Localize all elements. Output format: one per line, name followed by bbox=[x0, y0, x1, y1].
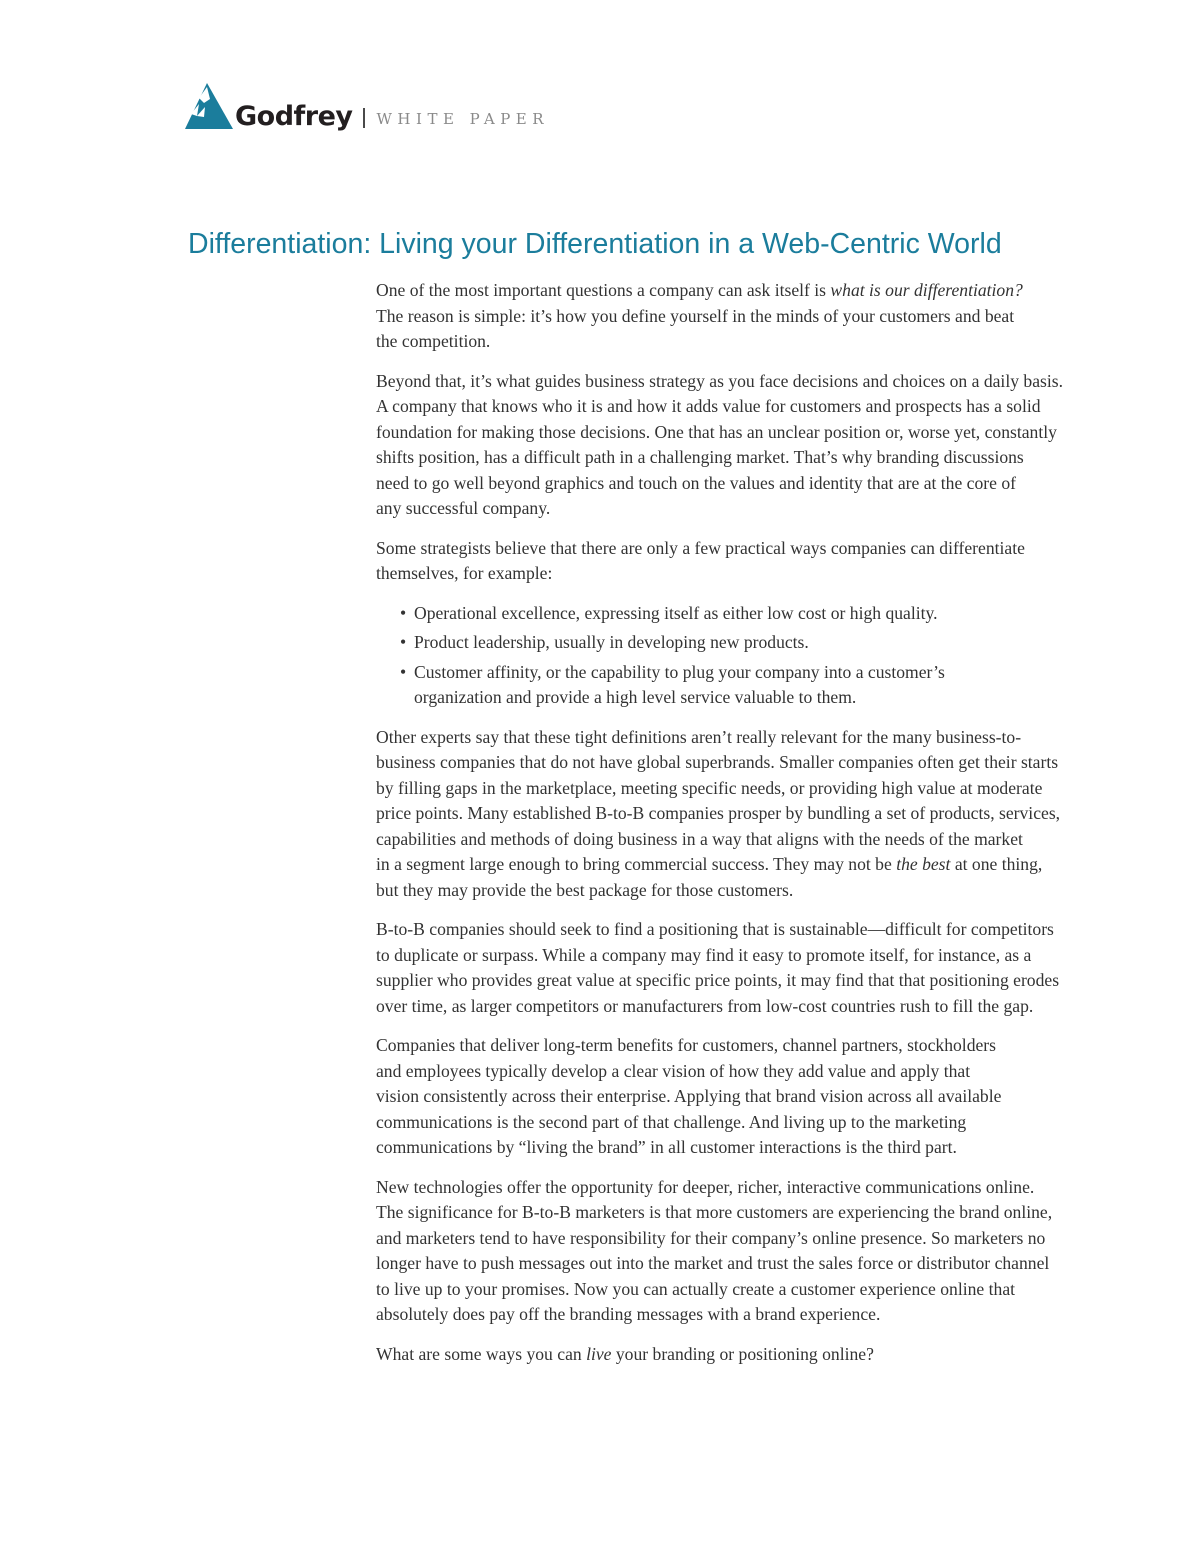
emphasis-text: live bbox=[586, 1343, 612, 1364]
text-line: price points. Many established B-to-B companies prosper by bundling a set of products, services, bbox=[376, 803, 1061, 823]
text-line: communications by “living the brand” in all customer interactions is the third part. bbox=[376, 1137, 957, 1157]
text-line: New technologies offer the opportunity for deeper, richer, interactive communications online. bbox=[376, 1176, 1035, 1197]
article-body bbox=[376, 278, 1106, 1381]
text-line bbox=[376, 278, 1106, 304]
bullet-item bbox=[400, 630, 1106, 656]
text-line: capabilities and methods of doing business in a way that aligns with the needs of the market bbox=[376, 828, 1023, 849]
text-line: A company that knows who it is and how it adds value for customers and prospects has a solid bbox=[376, 396, 1041, 416]
text-line: vision consistently across their enterprise. Applying that brand vision across all available bbox=[376, 1086, 1002, 1106]
text-line: • Customer affinity, or the capability to plug your company into a customer’s bbox=[414, 661, 945, 682]
text-line: • Operational excellence, expressing itself as either low cost or high quality. bbox=[414, 602, 938, 623]
text-run: in a segment large enough to bring commercial success. They may not be bbox=[376, 854, 897, 874]
text-line: The significance for B-to-B marketers is that more customers are experiencing the brand online, bbox=[376, 1202, 1053, 1222]
text-line: any successful company. bbox=[376, 498, 551, 518]
godfrey-mountain-logo-icon bbox=[185, 83, 233, 129]
paragraph-2 bbox=[376, 369, 1106, 522]
text-run: your branding or positioning online? bbox=[611, 1343, 874, 1364]
text-run: What are some ways you can bbox=[376, 1343, 587, 1364]
paragraph-8 bbox=[376, 1342, 1106, 1368]
page-title: Differentiation: Living your Differentiation in a Web-Centric World bbox=[188, 228, 1002, 260]
text-line: Other experts say that these tight definitions aren’t really relevant for the many business-to- bbox=[376, 726, 1022, 747]
text-line: but they may provide the best package for those customers. bbox=[376, 879, 794, 900]
text-line bbox=[376, 1342, 1106, 1368]
emphasis-text: what is our differentiation? bbox=[830, 280, 1023, 300]
text-line: Beyond that, it’s what guides business strategy as you face decisions and choices on a daily basis. bbox=[376, 370, 1063, 391]
differentiation-bullet-list bbox=[376, 601, 1106, 711]
header-divider bbox=[363, 108, 365, 128]
text-line: Some strategists believe that there are only a few practical ways companies can differentiate bbox=[376, 537, 1025, 558]
text-line: need to go well beyond graphics and touch on the values and identity that are at the core of bbox=[376, 472, 1017, 493]
paragraph-1 bbox=[376, 278, 1106, 355]
text-line bbox=[376, 852, 1106, 878]
text-line: longer have to push messages out into the market and trust the sales force or distributor channel bbox=[376, 1253, 1050, 1273]
text-line: themselves, for example: bbox=[376, 563, 553, 583]
text-line: Companies that deliver long-term benefits for customers, channel partners, stockholders bbox=[376, 1035, 996, 1055]
text-line: • Product leadership, usually in developing new products. bbox=[414, 632, 809, 652]
bullet-item bbox=[400, 601, 1106, 627]
text-line: supplier who provides great value at specific price points, it may find that that positioning erodes bbox=[376, 970, 1060, 990]
text-run: at one thing, bbox=[950, 854, 1043, 874]
paragraph-4 bbox=[376, 725, 1106, 904]
bullet-item bbox=[400, 660, 1106, 711]
text-line: business companies that do not have global superbrands. Smaller companies often get their starts bbox=[376, 752, 1059, 772]
text-line: absolutely does pay off the branding messages with a brand experience. bbox=[376, 1304, 881, 1324]
text-line: foundation for making those decisions. One that has an unclear position or, worse yet, constantly bbox=[376, 421, 1057, 442]
text-run: One of the most important questions a company can ask itself is bbox=[376, 280, 831, 300]
text-line: shifts position, has a difficult path in a challenging market. That’s why branding discussions bbox=[376, 447, 1024, 467]
text-line: the competition. bbox=[376, 331, 491, 351]
document-type-label: WHITE PAPER bbox=[376, 110, 550, 128]
paragraph-7 bbox=[376, 1175, 1106, 1328]
text-line: and employees typically develop a clear vision of how they add value and apply that bbox=[376, 1060, 971, 1081]
paragraph-3 bbox=[376, 536, 1106, 587]
text-line: B-to-B companies should seek to find a positioning that is sustainable—difficult for competitors bbox=[376, 919, 1054, 939]
emphasis-text: the best bbox=[896, 854, 951, 874]
brand-name: Godfrey bbox=[235, 101, 353, 132]
text-line: and marketers tend to have responsibility for their company’s online presence. So marketers no bbox=[376, 1227, 1046, 1248]
document-header bbox=[185, 82, 549, 132]
text-line: The reason is simple: it’s how you define yourself in the minds of your customers and beat bbox=[376, 305, 1015, 326]
paragraph-5 bbox=[376, 917, 1106, 1019]
text-line: to live up to your promises. Now you can actually create a customer experience online that bbox=[376, 1278, 1016, 1299]
text-line: over time, as larger competitors or manufacturers from low-cost countries rush to fill the gap. bbox=[376, 995, 1034, 1016]
text-line: organization and provide a high level service valuable to them. bbox=[414, 687, 857, 707]
text-line: by filling gaps in the marketplace, meeting specific needs, or providing high value at moderate bbox=[376, 777, 1043, 798]
text-line: communications is the second part of that challenge. And living up to the marketing bbox=[376, 1111, 967, 1132]
text-line: to duplicate or surpass. While a company may find it easy to promote itself, for instance, as a bbox=[376, 944, 1032, 965]
paragraph-6 bbox=[376, 1033, 1106, 1161]
